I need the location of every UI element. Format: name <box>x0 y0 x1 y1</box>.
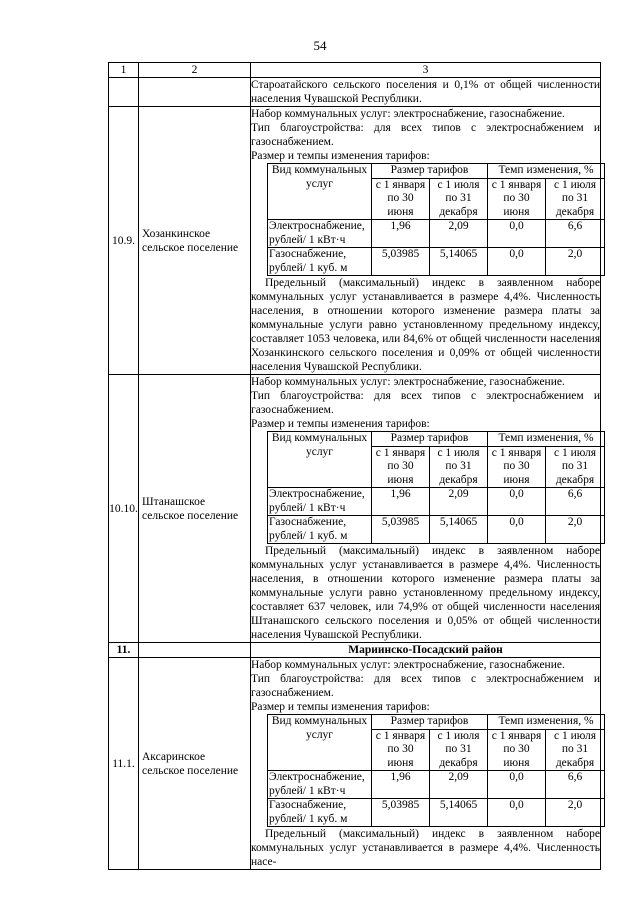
table-row <box>268 488 605 516</box>
cell: 1,96 <box>372 488 430 516</box>
cell: 0,0 <box>488 516 546 544</box>
cell: 2,0 <box>546 799 605 827</box>
district-number: 11. <box>109 643 139 658</box>
cell: 5,14065 <box>430 516 488 544</box>
th-rate: Темп изменения, % <box>488 432 605 447</box>
cell: 0,0 <box>488 799 546 827</box>
cell: 6,6 <box>546 488 605 516</box>
district-name: Мариинско-Посадский район <box>251 643 601 658</box>
cell: 2,09 <box>430 220 488 248</box>
cell: 1,96 <box>372 771 430 799</box>
services-text: Набор коммунальных услуг: электроснабжение, газоснабжение. <box>251 376 565 388</box>
tariff-subtable <box>267 714 605 827</box>
row-label: Электроснабжение, рублей/ 1 кВт·ч <box>268 488 372 516</box>
section-row-11-1 <box>109 658 601 870</box>
services-text: Набор коммунальных услуг: электроснабжение, газоснабжение. <box>251 108 565 120</box>
section-number: 10.10. <box>109 375 139 643</box>
continuation-text: Староатайского сельского поселения и 0,1% от общей численности населения Чувашской Республики. <box>251 79 600 105</box>
tariff-title: Размер и темпы изменения тарифов: <box>251 418 430 430</box>
th-service: Вид коммунальных услуг <box>268 715 372 771</box>
table-row <box>268 220 605 248</box>
cell: 1,96 <box>372 220 430 248</box>
row-label: Электроснабжение, рублей/ 1 кВт·ч <box>268 771 372 799</box>
cell: 5,14065 <box>430 248 488 276</box>
improvement-text: Тип благоустройства: для всех типов с электроснабжением и газоснабжением. <box>251 673 600 699</box>
header-col-2: 2 <box>139 63 251 78</box>
th-size: Размер тарифов <box>372 715 488 730</box>
summary-text: Предельный (максимальный) индекс в заявленном наборе коммунальных услуг устанавливается в размере 4,4%. Численность населения, в отношении которого изменение размера платы за коммунальные услуги равно установленному предельному индексу, составляет 637 человек, или 74,9% от общей численности населения Штанашского сельского поселения и 0,05% от общей численности населения Чувашской Республики. <box>251 545 600 641</box>
th-jul: с 1 июля по 31 декабря <box>430 729 488 771</box>
tariff-title: Размер и темпы изменения тарифов: <box>251 150 430 162</box>
section-row-10-9 <box>109 107 601 375</box>
th-jul: с 1 июля по 31 декабря <box>430 178 488 220</box>
row-label: Газоснабжение, рублей/ 1 куб. м <box>268 799 372 827</box>
page-number: 54 <box>313 38 327 53</box>
th-jan: с 1 января по 30 июня <box>488 446 546 488</box>
th-jan: с 1 января по 30 июня <box>372 446 430 488</box>
summary-text: Предельный (максимальный) индекс в заявленном наборе коммунальных услуг устанавливается в размере 4,4%. Численность населения, в отношении которого изменение размера платы за коммунальные услуги равно установленному предельному индексу, составляет 1053 человека, или 84,6% от общей численности населения Хозанкинского сельского поселения и 0,09% от общей численности населения Чувашской Республики. <box>251 277 600 373</box>
th-jan: с 1 января по 30 июня <box>488 729 546 771</box>
cell: 0,0 <box>488 488 546 516</box>
cell: 2,09 <box>430 488 488 516</box>
cell: 0,0 <box>488 771 546 799</box>
table-row <box>268 516 605 544</box>
cell: 2,0 <box>546 516 605 544</box>
cell: 2,09 <box>430 771 488 799</box>
section-row-10-10 <box>109 375 601 643</box>
district-row <box>109 643 601 658</box>
th-size: Размер тарифов <box>372 164 488 179</box>
th-jan: с 1 января по 30 июня <box>488 178 546 220</box>
settlement-name: Хозанкинское сельское поселение <box>139 107 251 375</box>
improvement-text: Тип благоустройства: для всех типов с электроснабжением и газоснабжением. <box>251 390 600 416</box>
cell: 2,0 <box>546 248 605 276</box>
summary-text: Предельный (максимальный) индекс в заявленном наборе коммунальных услуг устанавливается в размере 4,4%. Численность насе- <box>251 828 600 868</box>
th-jul: с 1 июля по 31 декабря <box>546 729 605 771</box>
table-row <box>268 248 605 276</box>
cell: 5,03985 <box>372 516 430 544</box>
cell: 5,03985 <box>372 248 430 276</box>
cell: 6,6 <box>546 771 605 799</box>
settlement-name: Штанашское сельское поселение <box>139 375 251 643</box>
cell: 6,6 <box>546 220 605 248</box>
th-jan: с 1 января по 30 июня <box>372 729 430 771</box>
th-rate: Темп изменения, % <box>488 715 605 730</box>
th-jan: с 1 января по 30 июня <box>372 178 430 220</box>
header-col-1: 1 <box>109 63 139 78</box>
tariff-subtable <box>267 431 605 544</box>
cell: 0,0 <box>488 220 546 248</box>
section-number: 10.9. <box>109 107 139 375</box>
th-size: Размер тарифов <box>372 432 488 447</box>
table-row <box>268 799 605 827</box>
row-label: Газоснабжение, рублей/ 1 куб. м <box>268 248 372 276</box>
th-rate: Темп изменения, % <box>488 164 605 179</box>
settlement-name: Аксаринское сельское поселение <box>139 658 251 870</box>
tariff-table <box>108 62 601 870</box>
cell: 0,0 <box>488 248 546 276</box>
header-col-3: 3 <box>251 63 601 78</box>
services-text: Набор коммунальных услуг: электроснабжение, газоснабжение. <box>251 659 565 671</box>
continuation-row <box>109 78 601 107</box>
th-service: Вид коммунальных услуг <box>268 164 372 220</box>
header-row <box>109 63 601 78</box>
th-service: Вид коммунальных услуг <box>268 432 372 488</box>
th-jul: с 1 июля по 31 декабря <box>546 446 605 488</box>
row-label: Газоснабжение, рублей/ 1 куб. м <box>268 516 372 544</box>
cell: 5,14065 <box>430 799 488 827</box>
cell: 5,03985 <box>372 799 430 827</box>
th-jul: с 1 июля по 31 декабря <box>546 178 605 220</box>
row-label: Электроснабжение, рублей/ 1 кВт·ч <box>268 220 372 248</box>
improvement-text: Тип благоустройства: для всех типов с электроснабжением и газоснабжением. <box>251 122 600 148</box>
tariff-title: Размер и темпы изменения тарифов: <box>251 701 430 713</box>
section-number: 11.1. <box>109 658 139 870</box>
table-row <box>268 771 605 799</box>
th-jul: с 1 июля по 31 декабря <box>430 446 488 488</box>
tariff-subtable <box>267 163 605 276</box>
